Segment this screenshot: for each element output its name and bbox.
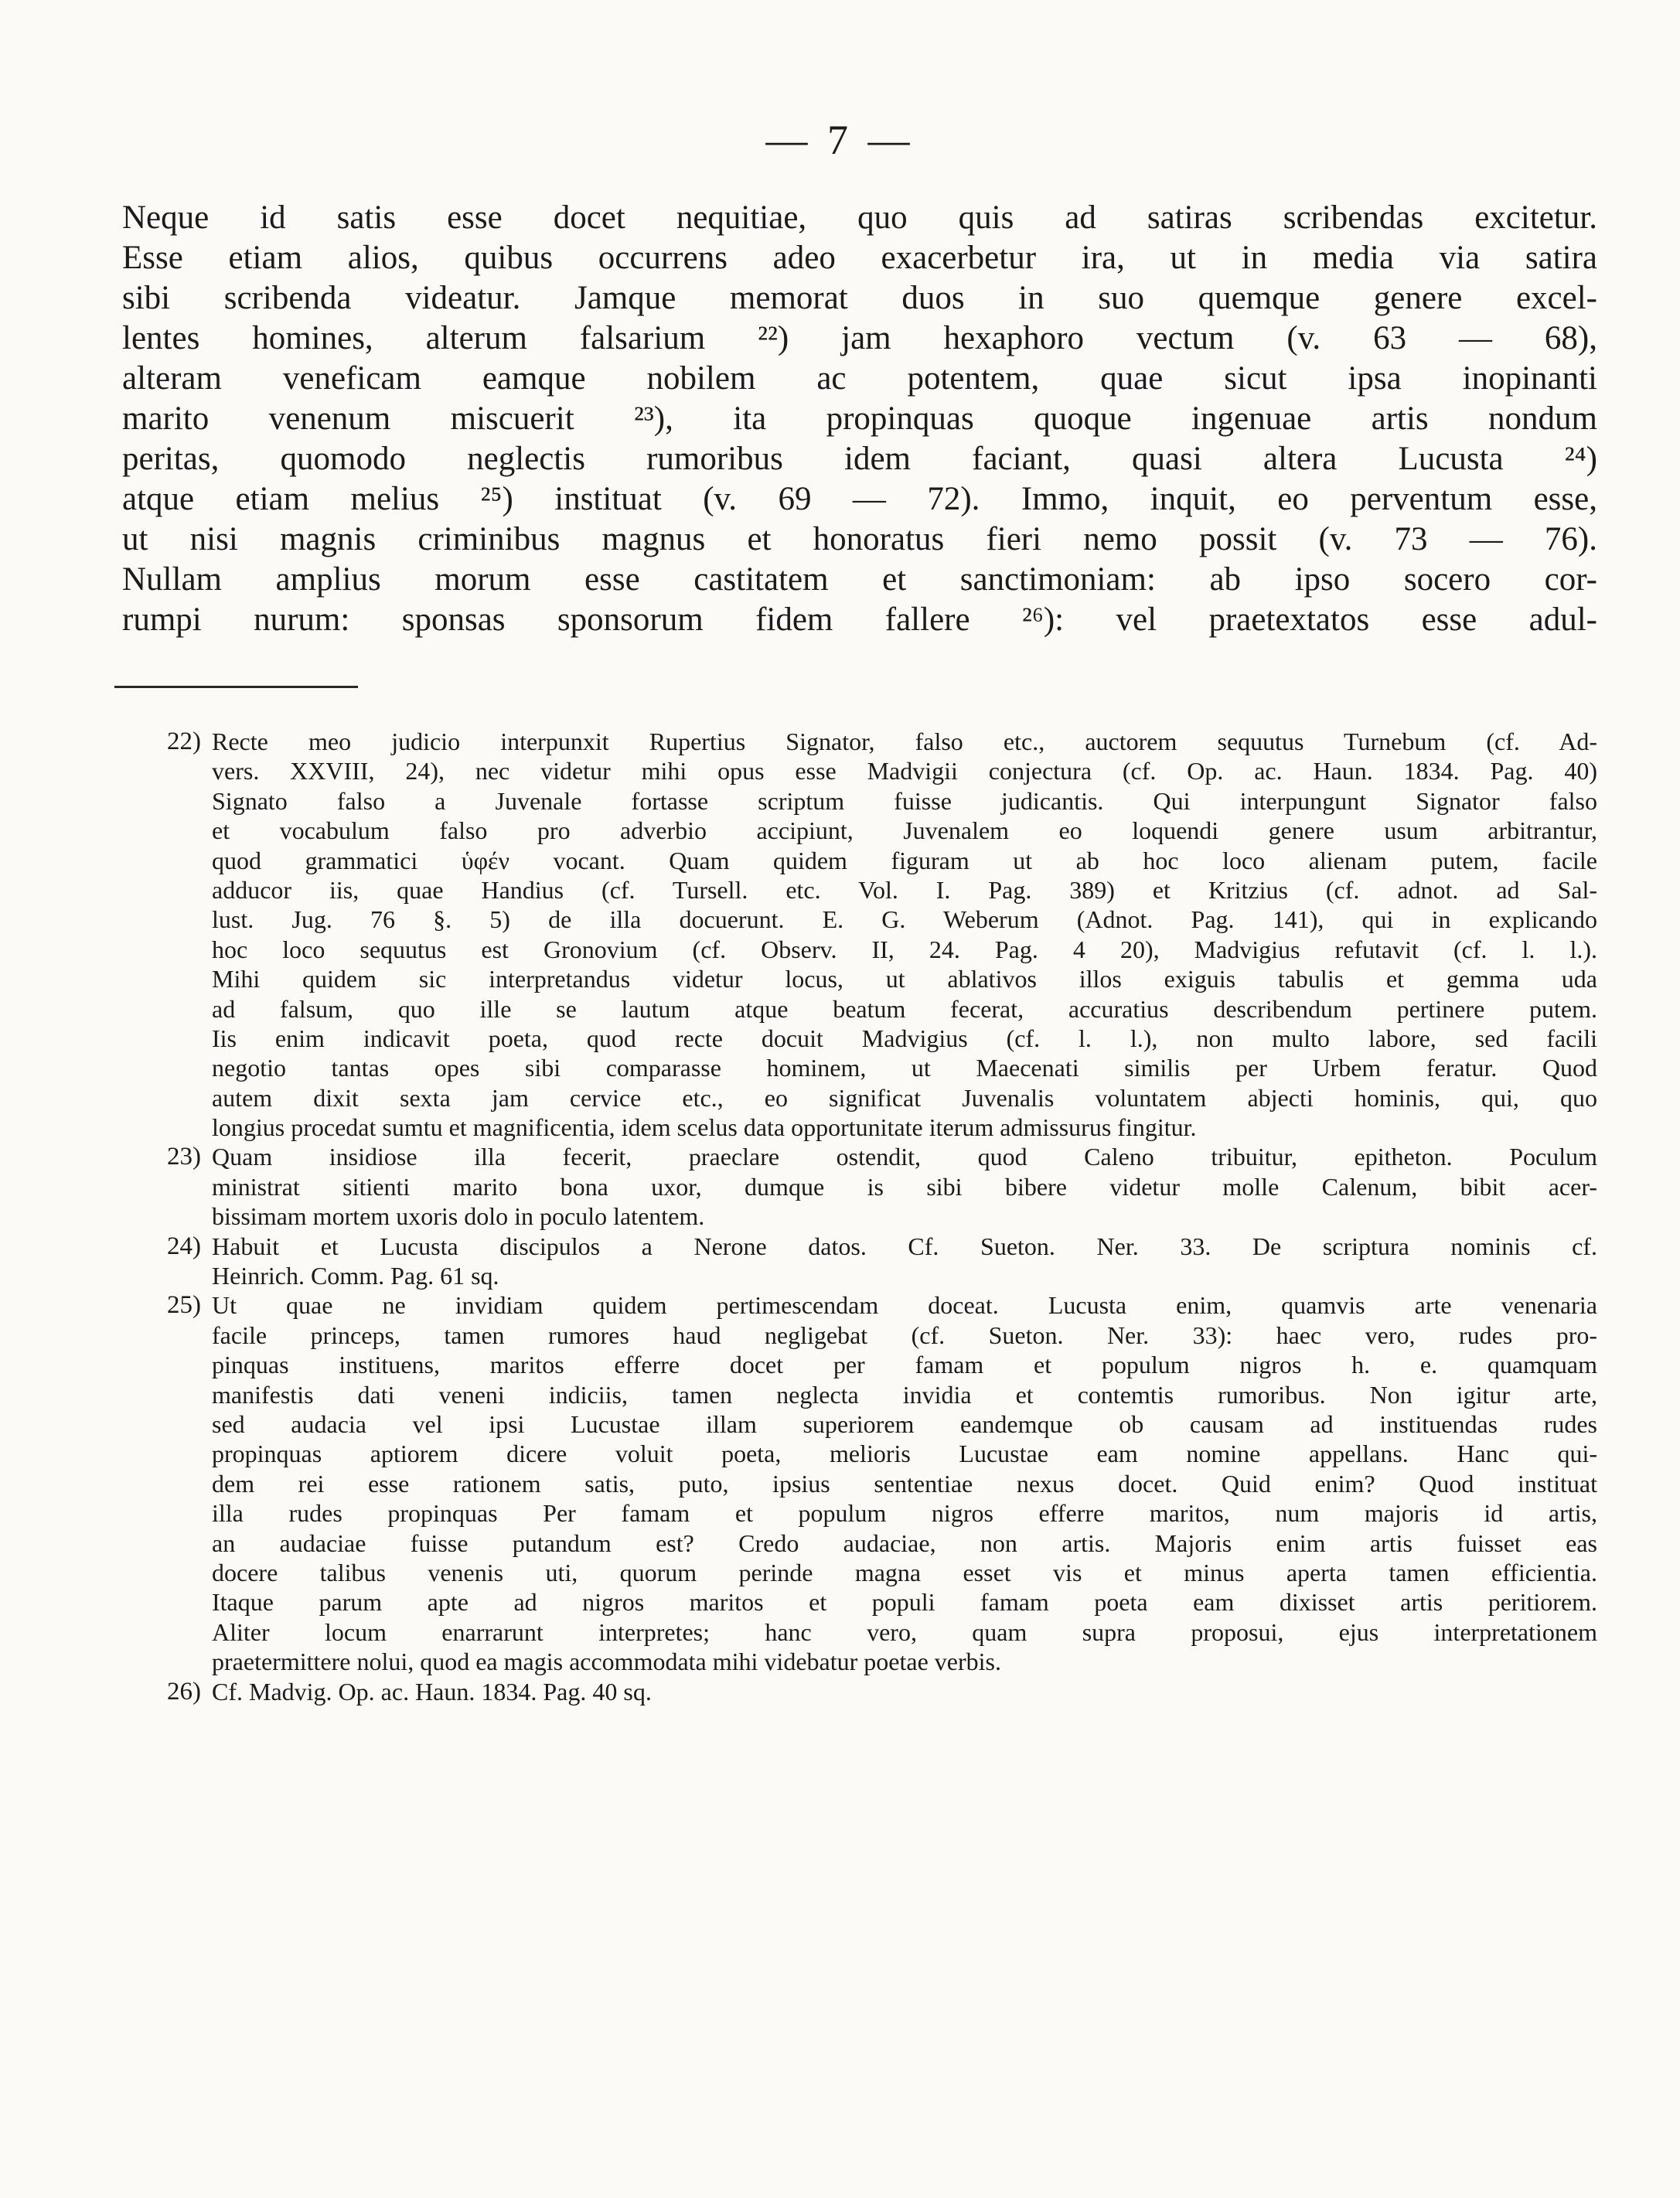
footnote-line: adducor iis, quae Handius (cf. Tursell. etc. Vol. I. Pag. 389) et Kritzius (cf. adnot. ad Sal- (212, 875, 1597, 904)
footnote-line: dem rei esse rationem satis, puto, ipsius sententiae nexus docet. Quid enim? Quod instituat (212, 1469, 1597, 1498)
footnote-line: Cf. Madvig. Op. ac. Haun. 1834. Pag. 40 sq. (212, 1677, 652, 1706)
footnote (122, 1677, 1597, 1706)
footnote-line: illa rudes propinquas Per famam et populum nigros efferre maritos, num majoris id artis, (212, 1499, 1597, 1528)
footnote-line: longius procedat sumtu et magnificentia, idem scelus data opportunitate iterum admissurus fingitur. (212, 1113, 1197, 1142)
footnote-number: 26) (167, 1677, 201, 1706)
footnote-number: 24) (167, 1232, 201, 1260)
body-line: sibi scribenda videatur. Jamque memorat duos in suo quemque genere excel- (122, 280, 1597, 316)
footnote-line: praetermittere nolui, quod ea magis accommodata mihi videbatur poetae verbis. (212, 1648, 1001, 1676)
footnote-line: facile princeps, tamen rumores haud negligebat (cf. Sueton. Ner. 33): haec vero, rudes pro- (212, 1321, 1597, 1349)
footnote-line: hoc loco sequutus est Gronovium (cf. Observ. II, 24. Pag. 4 20), Madvigius refutavit (cf. l. l.). (212, 935, 1597, 963)
footnote (122, 1290, 1597, 1676)
body-line: lentes homines, alterum falsarium ²²) jam hexaphoro vectum (v. 63 — 68), (122, 320, 1597, 356)
footnote-line: Ut quae ne invidiam quidem pertimescendam doceat. Lucusta enim, quamvis arte venenaria (212, 1291, 1597, 1320)
footnote-line: docere talibus venenis uti, quorum perinde magna esset vis et minus aperta tamen efficientia. (212, 1558, 1597, 1586)
body-line: Esse etiam alios, quibus occurrens adeo exacerbetur ira, ut in media via satira (122, 240, 1597, 276)
footnote-text (212, 1142, 1597, 1231)
footnote-line: vers. XXVIII, 24), nec videtur mihi opus esse Madvigii conjectura (cf. Op. ac. Haun. 1834. Pag. 40) (212, 757, 1597, 785)
footnotes (122, 727, 1597, 1706)
footnote-line: an audaciae fuisse putandum est? Credo audaciae, non artis. Majoris enim artis fuisset eas (212, 1528, 1597, 1557)
footnote-line: ad falsum, quo ille se lautum atque beatum fecerat, accuratius describendum pertinere putem. (212, 994, 1597, 1023)
footnote (122, 1142, 1597, 1231)
footnote-text (212, 1290, 1597, 1676)
footnote-line: Itaque parum apte ad nigros maritos et populi famam poeta eam dixisset artis peritiorem. (212, 1588, 1597, 1617)
footnote-line: negotio tantas opes sibi comparasse hominem, ut Maecenati similis per Urbem feratur. Quod (212, 1054, 1597, 1082)
footnote-number: 23) (167, 1143, 201, 1171)
body-line: marito venenum miscuerit ²³), ita propinquas quoque ingenuae artis nondum (122, 400, 1597, 437)
footnote-line: autem dixit sexta jam cervice etc., eo significat Juvenalis voluntatem abjecti hominis, qui, quo (212, 1083, 1597, 1112)
footnote-line: Heinrich. Comm. Pag. 61 sq. (212, 1262, 499, 1290)
footnote-separator (114, 686, 358, 688)
footnote-line: Iis enim indicavit poeta, quod recte docuit Madvigius (cf. l. l.), non multo labore, sed facili (212, 1024, 1597, 1052)
footnote-line: propinquas aptiorem dicere voluit poeta, melioris Lucustae eam nomine appellans. Hanc qui- (212, 1440, 1597, 1468)
footnote-line: et vocabulum falso pro adverbio accipiunt, Juvenalem eo loquendi genere usum arbitrantur, (212, 816, 1597, 845)
body-line: rumpi nurum: sponsas sponsorum fidem fallere ²⁶): vel praetextatos esse adul- (122, 601, 1597, 638)
footnote-line: pinquas instituens, maritos efferre docet per famam et populum nigros h. e. quamquam (212, 1351, 1597, 1379)
body-line: ut nisi magnis criminibus magnus et honoratus fieri nemo possit (v. 73 — 76). (122, 521, 1597, 557)
footnote-line: bissimam mortem uxoris dolo in poculo latentem. (212, 1202, 705, 1231)
footnote-text (212, 727, 1597, 1142)
body-line: peritas, quomodo neglectis rumoribus idem faciant, quasi altera Lucusta ²⁴) (122, 441, 1597, 477)
page-number: — 7 — (765, 117, 915, 163)
footnote-line: sed audacia vel ipsi Lucustae illam superiorem eandemque ob causam ad instituendas rudes (212, 1409, 1597, 1438)
footnote (122, 727, 1597, 1142)
footnote-number: 25) (167, 1291, 201, 1320)
footnote-line: Habuit et Lucusta discipulos a Nerone datos. Cf. Sueton. Ner. 33. De scriptura nominis cf. (212, 1232, 1597, 1260)
body-line: alteram veneficam eamque nobilem ac potentem, quae sicut ipsa inopinanti (122, 360, 1597, 397)
footnote-line: manifestis dati veneni indiciis, tamen neglecta invidia et contemtis rumoribus. Non igitur arte, (212, 1380, 1597, 1409)
body-line: atque etiam melius ²⁵) instituat (v. 69 — 72). Immo, inquit, eo perventum esse, (122, 481, 1597, 517)
footnote-text (212, 1232, 1597, 1291)
footnote-text (212, 1677, 1597, 1706)
footnote-line: Aliter locum enarrarunt interpretes; hanc vero, quam supra proposui, ejus interpretationem (212, 1617, 1597, 1646)
footnote-line: quod grammatici ὑφέν vocant. Quam quidem figuram ut ab hoc loco alienam putem, facile (212, 846, 1597, 874)
footnote-number: 22) (167, 728, 201, 755)
main-text (122, 198, 1597, 640)
footnote-line: lust. Jug. 76 §. 5) de illa docuerunt. E. G. Weberum (Adnot. Pag. 141), qui in explicando (212, 905, 1597, 934)
footnote-line: ministrat sitienti marito bona uxor, dumque is sibi bibere videtur molle Calenum, bibit acer- (212, 1172, 1597, 1201)
footnote-line: Recte meo judicio interpunxit Rupertius Signator, falso etc., auctorem sequutus Turnebum (cf. Ad- (212, 728, 1597, 755)
footnote-line: Mihi quidem sic interpretandus videtur locus, ut ablativos illos exiguis tabulis et gemma uda (212, 965, 1597, 993)
footnote (122, 1232, 1597, 1291)
footnote-line: Signato falso a Juvenale fortasse scriptum fuisse judicantis. Qui interpungunt Signator falso (212, 786, 1597, 815)
body-line: Nullam amplius morum esse castitatem et sanctimoniam: ab ipso socero cor- (122, 561, 1597, 598)
body-line: Neque id satis esse docet nequitiae, quo quis ad satiras scribendas excitetur. (122, 199, 1597, 236)
footnote-line: Quam insidiose illa fecerit, praeclare ostendit, quod Caleno tribuitur, epitheton. Poculum (212, 1143, 1597, 1171)
